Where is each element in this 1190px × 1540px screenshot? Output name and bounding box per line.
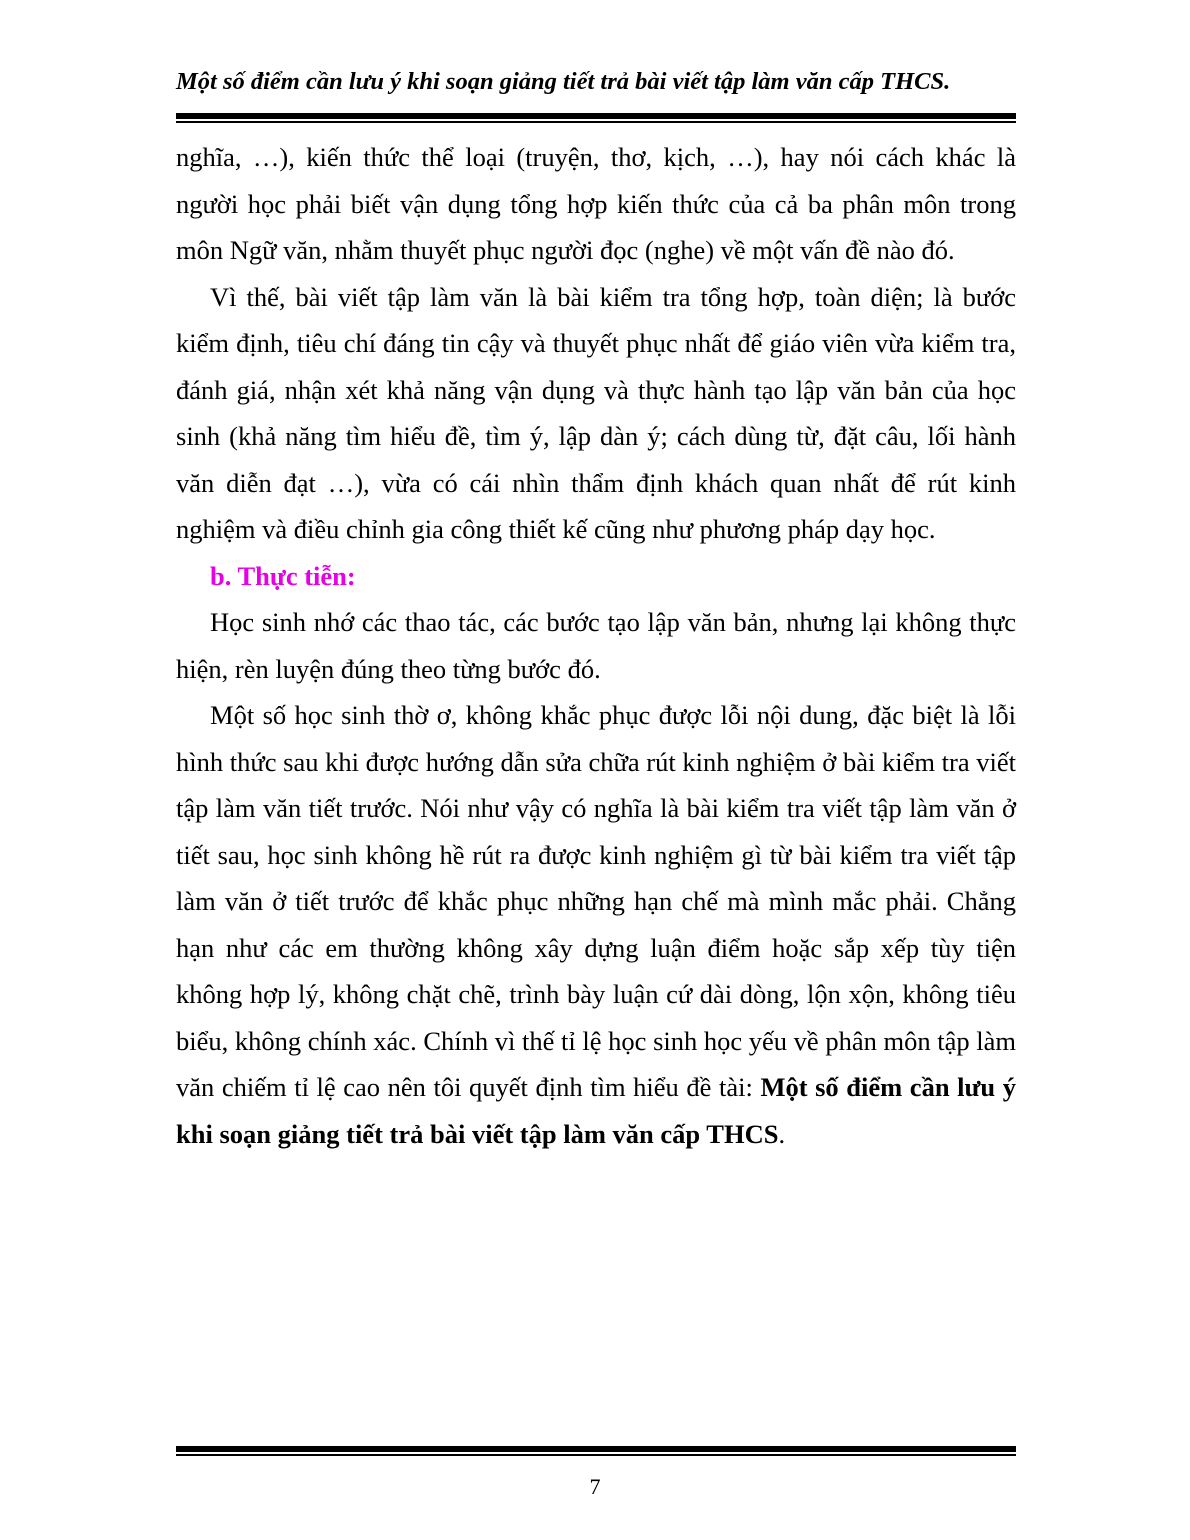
paragraph-conclusion-text: Một số học sinh thờ ơ, không khắc phục được lỗi nội dung, đặc biệt là lỗi hình thức sau khi được hướng dẫn sửa chữa rút kinh nghiệm ở bài kiểm tra viết tập làm văn tiết trước. Nói như vậy có nghĩa là bài kiểm tra viết tập làm văn ở tiết sau, học sinh không hề rút ra được kinh nghiệm gì từ bài kiểm tra viết tập làm văn ở tiết trước để khắc phục những hạn chế mà mình mắc phải. Chẳng hạn như các em thường không xây dựng luận điểm hoặc sắp xếp tùy tiện không hợp lý, không chặt chẽ, trình bày luận cứ dài dòng, lộn xộn, không tiêu biểu, không chính xác. Chính vì thế tỉ lệ học sinh học yếu về phân môn tập làm văn chiếm tỉ lệ cao nên tôi quyết định tìm hiểu đề tài: xyxy=(176,700,1016,1102)
page-number: 7 xyxy=(589,1474,601,1499)
paragraph-summary: Vì thế, bài viết tập làm văn là bài kiểm tra tổng hợp, toàn diện; là bước kiểm định, tiêu chí đáng tin cậy và thuyết phục nhất để giáo viên vừa kiểm tra, đánh giá, nhận xét khả năng vận dụng và thực hành tạo lập văn bản của học sinh (khả năng tìm hiểu đề, tìm ý, lập dàn ý; cách dùng từ, đặt câu, lối hành văn diễn đạt …), vừa có cái nhìn thẩm định khách quan nhất để rút kinh nghiệm và điều chỉnh gia công thiết kế cũng như phương pháp dạy học. xyxy=(176,281,1016,544)
paragraph-practice: Học sinh nhớ các thao tác, các bước tạo lập văn bản, nhưng lại không thực hiện, rèn luyện đúng theo từng bước đó. xyxy=(176,607,1016,684)
paragraph-conclusion-end: . xyxy=(778,1118,786,1149)
topic-title-bold: Một số điểm cần lưu ý khi soạn giảng tiết trả bài viết tập làm văn cấp THCS xyxy=(176,1072,1017,1149)
paragraph-continuation: nghĩa, …), kiến thức thể loại (truyện, thơ, kịch, …), hay nói cách khác là người học phải biết vận dụng tổng hợp kiến thức của cả ba phân môn trong môn Ngữ văn, nhằm thuyết phục người đọc (nghe) về một vấn đề nào đó. xyxy=(176,142,1016,265)
paragraph-conclusion xyxy=(176,692,1016,1157)
footer-divider xyxy=(176,1446,1016,1456)
document-body xyxy=(176,134,1016,1157)
page-header-title: Một số điểm cần lưu ý khi soạn giảng tiết trả bài viết tập làm văn cấp THCS. xyxy=(176,68,951,95)
header-divider xyxy=(176,113,1016,123)
section-subheading: b. Thực tiễn: xyxy=(210,560,356,591)
